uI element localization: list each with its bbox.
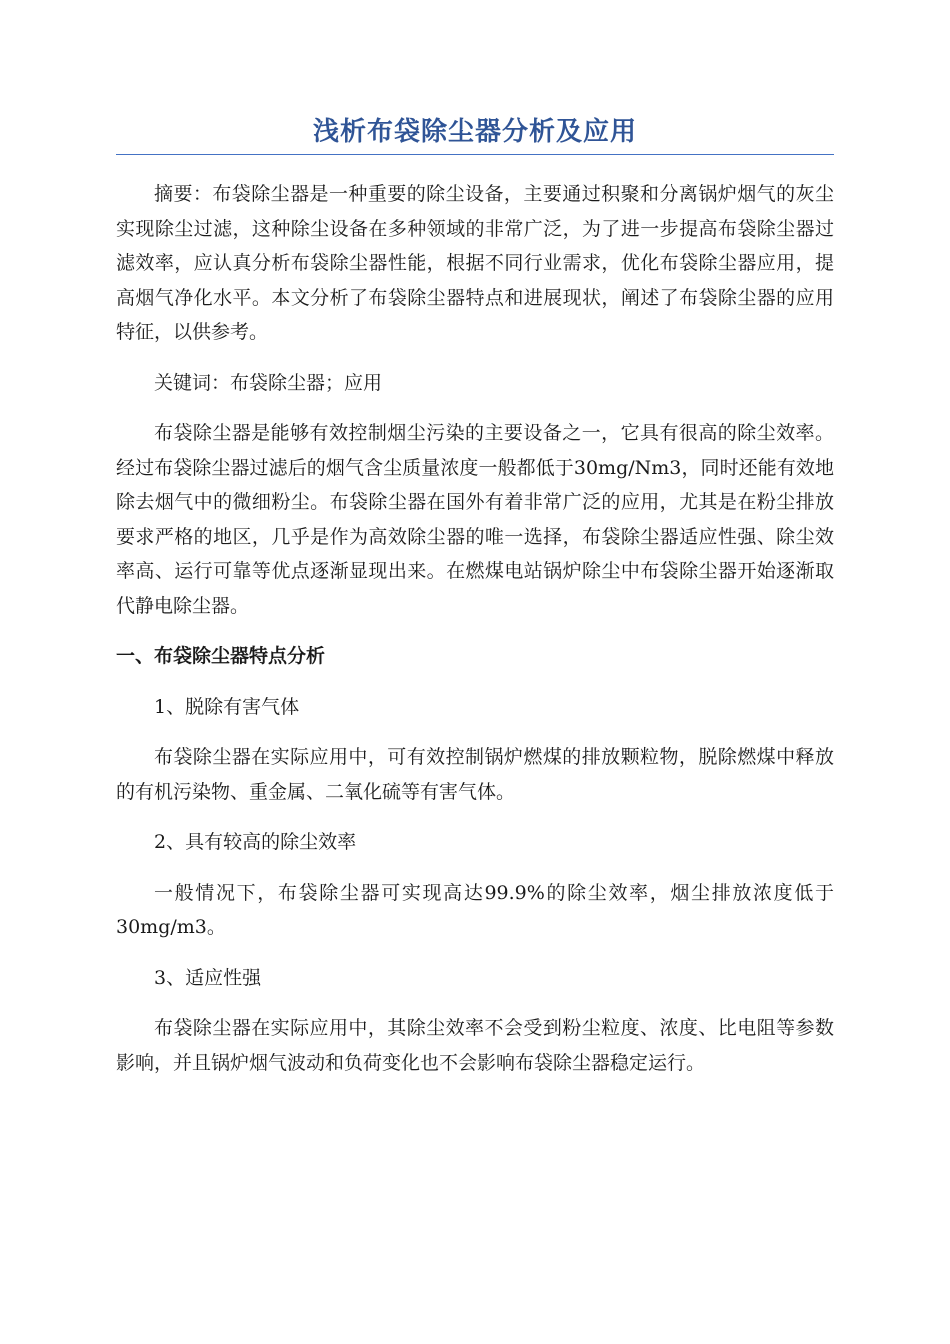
subheading-1: 1、脱除有害气体 <box>154 695 300 718</box>
body-paragraph-1: 布袋除尘器在实际应用中，可有效控制锅炉燃煤的排放颗粒物，脱除燃煤中释放的有机污染物、重金属、二氧化硫等有害气体。 <box>116 746 834 803</box>
abstract-paragraph: 摘要：布袋除尘器是一种重要的除尘设备，主要通过积聚和分离锅炉烟气的灰尘实现除尘过滤，这种除尘设备在多种领域的非常广泛，为了进一步提高布袋除尘器过滤效率，应认真分析布袋除尘器性能，根据不同行业需求，优化布袋除尘器应用，提高烟气净化水平。本文分析了布袋除尘器特点和进展现状，阐述了布袋除尘器的应用特征，以供参考。 <box>116 183 834 343</box>
intro-paragraph: 布袋除尘器是能够有效控制烟尘污染的主要设备之一，它具有很高的除尘效率。经过布袋除尘器过滤后的烟气含尘质量浓度一般都低于30mg/Nm3，同时还能有效地除去烟气中的微细粉尘。布袋除尘器在国外有着非常广泛的应用，尤其是在粉尘排放要求严格的地区，几乎是作为高效除尘器的唯一选择，布袋除尘器适应性强、除尘效率高、运行可靠等优点逐渐显现出来。在燃煤电站锅炉除尘中布袋除尘器开始逐渐取代静电除尘器。 <box>116 422 834 617</box>
document-page <box>116 112 834 1096</box>
subheading-3: 3、适应性强 <box>154 966 262 989</box>
body-paragraph-3: 布袋除尘器在实际应用中，其除尘效率不会受到粉尘粒度、浓度、比电阻等参数影响，并且锅炉烟气波动和负荷变化也不会影响布袋除尘器稳定运行。 <box>116 1017 834 1074</box>
title-underline <box>116 154 834 155</box>
body-paragraph-2: 一般情况下，布袋除尘器可实现高达99.9%的除尘效率，烟尘排放浓度低于30mg/m3。 <box>116 881 834 938</box>
subheading-2: 2、具有较高的除尘效率 <box>154 831 357 853</box>
document-title: 浅析布袋除尘器分析及应用 <box>312 117 637 147</box>
keywords-paragraph: 关键词：布袋除尘器；应用 <box>154 371 383 394</box>
section-heading: 一、布袋除尘器特点分析 <box>116 645 326 667</box>
